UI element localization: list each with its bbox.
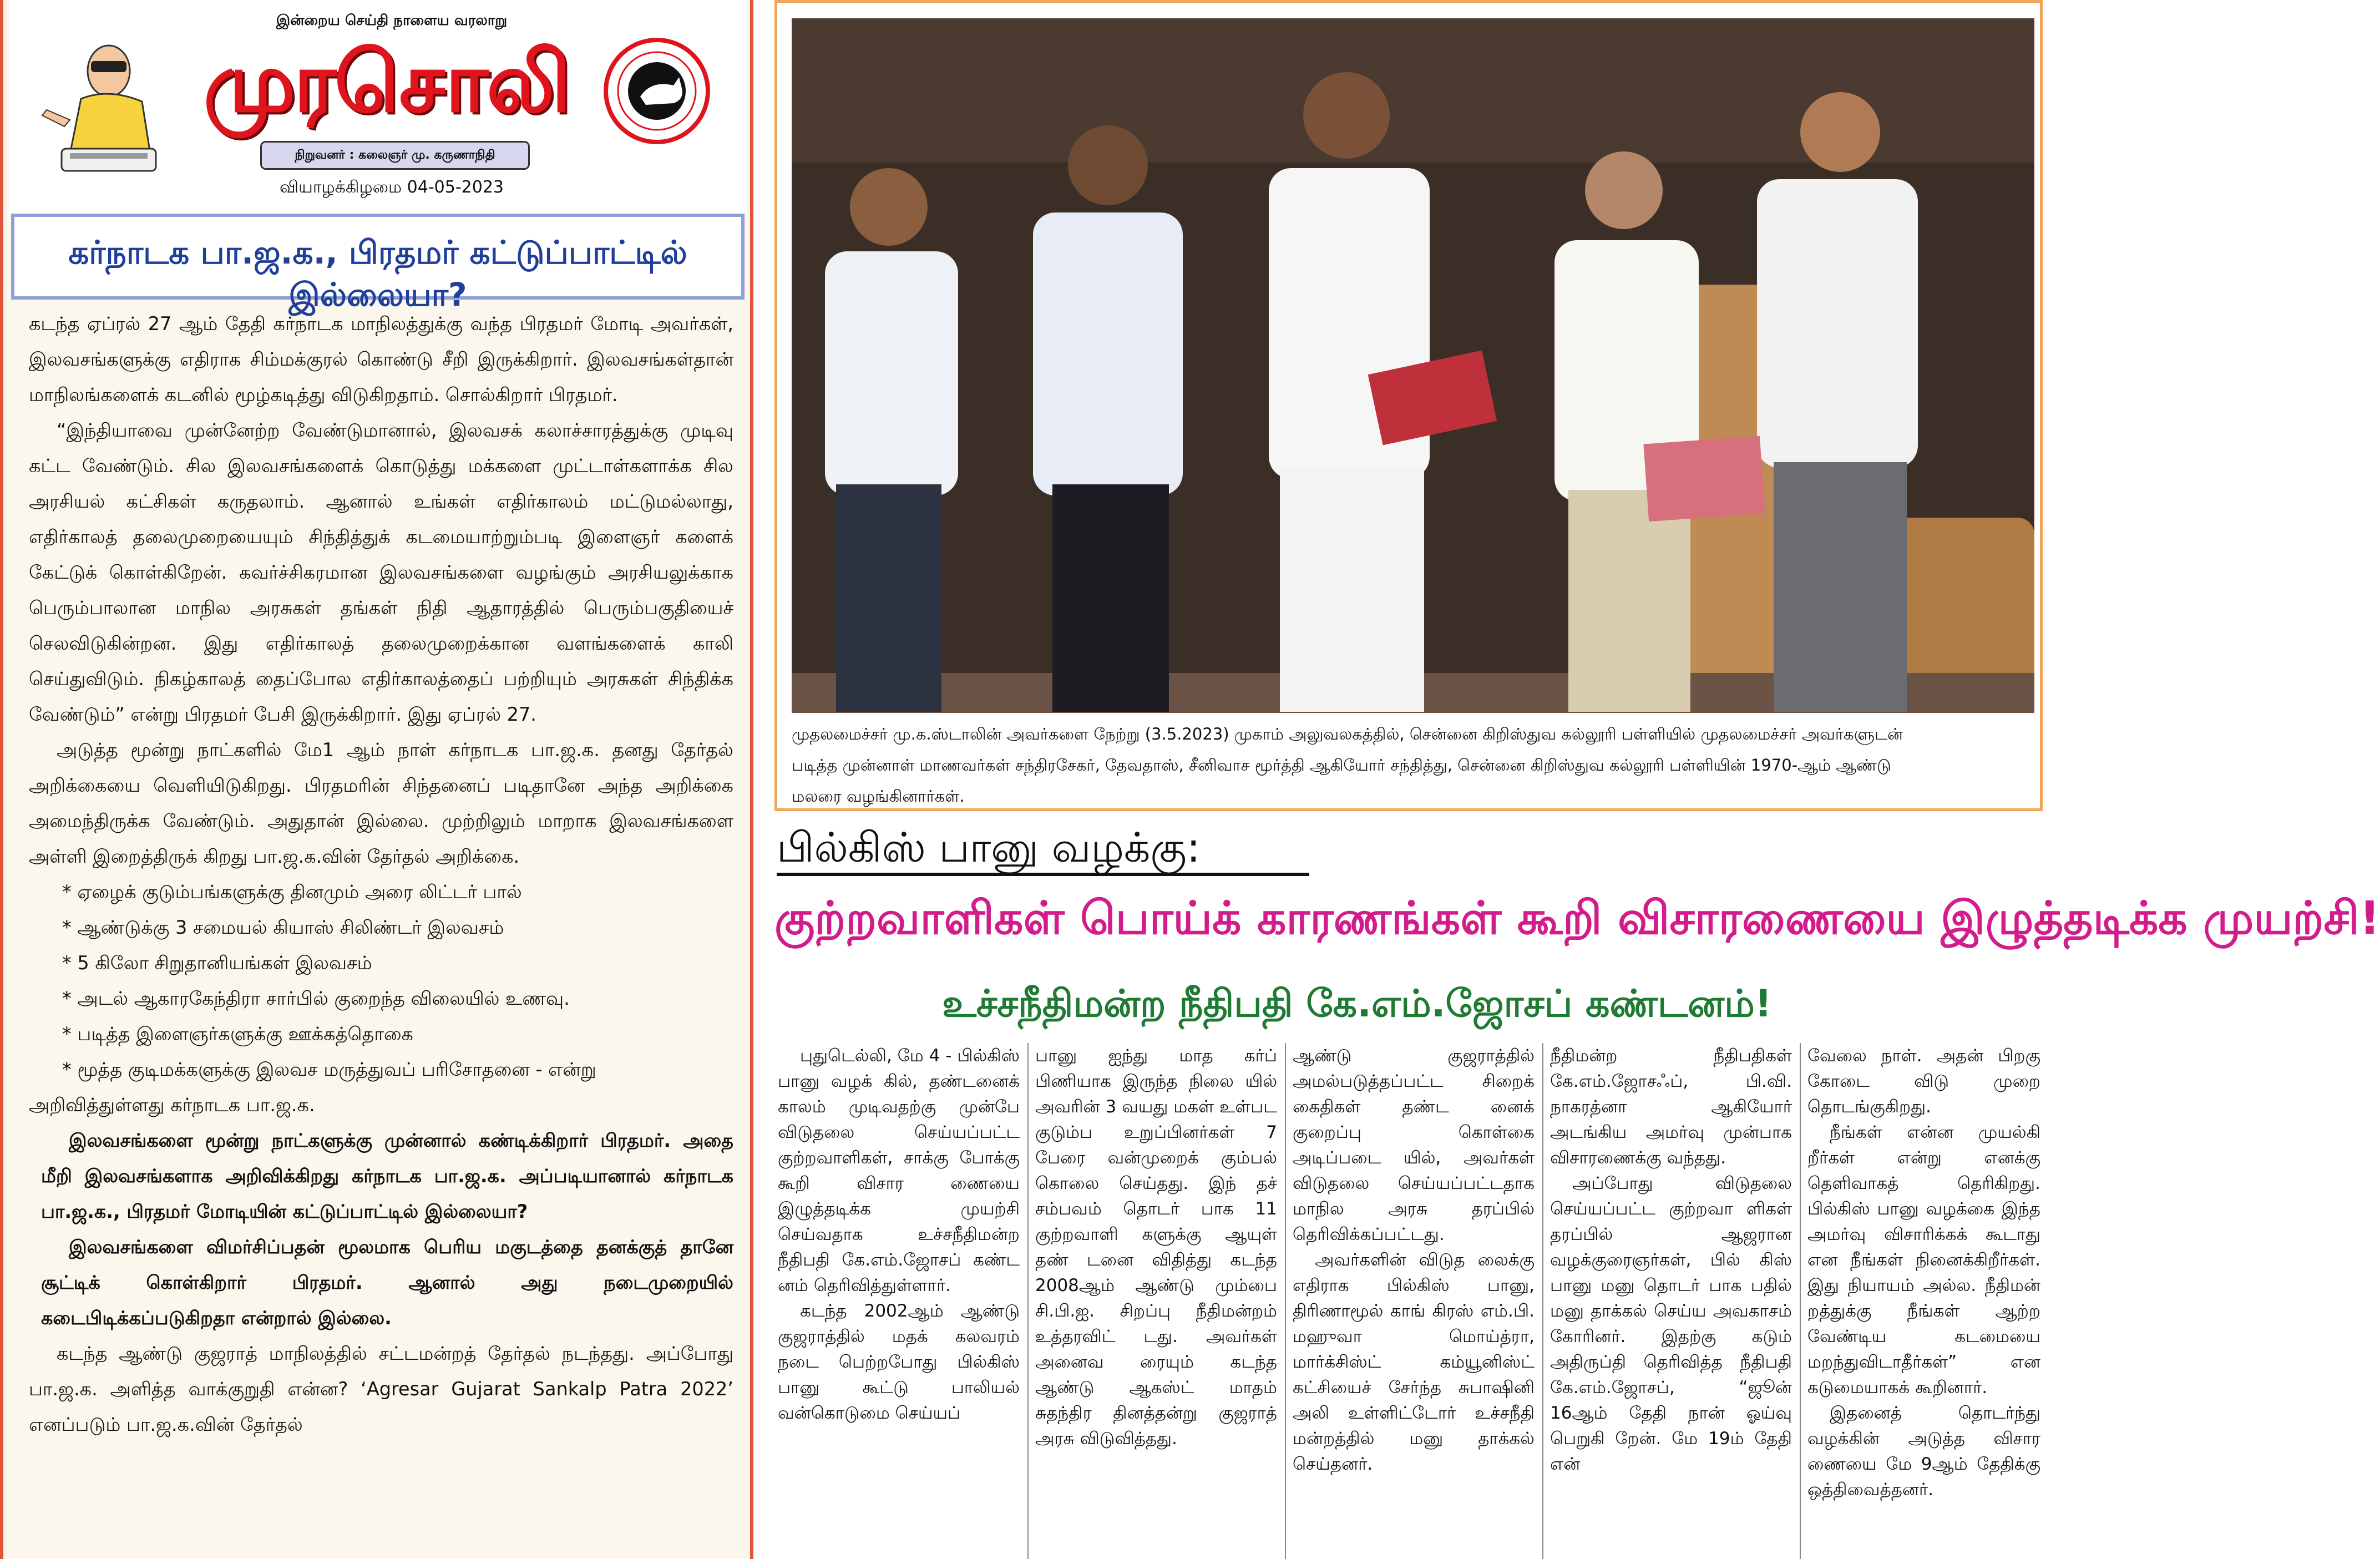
newspaper-logo: முரசொலி	[203, 33, 569, 131]
promise-bullet: * படித்த இளைஞர்களுக்கு ஊக்கத்தொகை	[62, 1023, 413, 1045]
column-paragraph: கடந்த 2002ஆம் ஆண்டு குஜராத்தில் மதக் கலவரம் நடை பெற்றபோது பில்கிஸ் பானு கூட்டு பாலியல் வன்கொடுமை செய்யப்	[778, 1301, 1020, 1423]
column-paragraph: அவர்களின் விடுத லைக்கு எதிராக பில்கிஸ் பானு, திரிணாமூல் காங் கிரஸ் எம்.பி. மஹுவா மொய்த்ரா, மார்க்சிஸ்ட் கம்யூனிஸ்ட் கட்சியைச் சேர்ந்த சுபாஷினி அலி உள்ளிட்டோர் உச்சநீதி மன்றத்தில் மனு தாக்கல் செய்தனர்.	[1293, 1250, 1535, 1474]
column-divider	[1285, 1043, 1286, 1559]
column-paragraph: பானு ஐந்து மாத கர்ப் பிணியாக இருந்த நிலை யில் அவரின் 3 வயது மகள் உள்பட குடும்ப உறுப்பினர்கள் 7 பேரை வன்முறைக் கும்பல் கொலை செய்தது. இந் தச் சம்பவம் தொடர் பாக 11 குற்றவாளி களுக்கு ஆயுள் தண் டனை விதித்து கடந்த 2008ஆம் ஆண்டு மும்பை சி.பி.ஐ. சிறப்பு நீதிமன்றம் உத்தரவிட் டது. அவர்கள் அனைவ ரையும் கடந்த ஆண்டு ஆகஸ்ட் மாதம் சுதந்திர தினத்தன்று குஜராத் அரசு விடுவித்தது.	[1035, 1046, 1277, 1449]
caption-line: படித்த முன்னாள் மாணவர்கள் சந்திரசேகர், தேவதாஸ், சீனிவாச மூர்த்தி ஆகியோர் சந்தித்து, சென்னை கிறிஸ்துவ கல்லூரி பள்ளியின் 1970-ஆம் ஆண்டு	[792, 756, 1891, 775]
article-column	[1035, 1043, 1277, 1451]
article-kicker: பில்கிஸ் பானு வழக்கு:	[777, 824, 1201, 872]
editorial-title: கர்நாடக பா.ஜ.க., பிரதமர் கட்டுப்பாட்டில் இல்லையா?	[68, 234, 687, 313]
editorial-bold-paragraph: இலவசங்களை விமர்சிப்பதன் மூலமாக பெரிய மகுடத்தை தனக்குத் தானே சூட்டிக் கொள்கிறார் பிரதமர். ஆனால் அது நடைமுறையில் கடைபிடிக்கப்படுகிறதா என்றால் இல்லை.	[41, 1236, 733, 1329]
founder-label: நிறுவனர் : கலைஞர் மு. கருணாநிதி	[260, 141, 530, 170]
editorial-panel	[0, 0, 753, 1559]
promise-bullet: * மூத்த குடிமக்களுக்கு இலவச மருத்துவப் பரிசோதனை - என்று	[62, 1059, 596, 1080]
editorial-paragraph: அறிவித்துள்ளது கர்நாடக பா.ஜ.க.	[29, 1094, 315, 1116]
column-divider	[1542, 1043, 1543, 1559]
kicker-underline	[777, 873, 1309, 876]
article-subhead: உச்சநீதிமன்ற நீதிபதி கே.எம்.ஜோசப் கண்டனம்!	[942, 982, 1772, 1026]
editorial-body	[29, 306, 733, 1442]
editorial-paragraph: கடந்த ஏப்ரல் 27 ஆம் தேதி கர்நாடக மாநிலத்துக்கு வந்த பிரதமர் மோடி அவர்கள், இலவசங்களுக்கு எதிராக சிம்மக்குரல் கொண்டு சீறி இருக்கிறார். இலவசங்கள்தான் மாநிலங்களைக் கடனில் மூழ்கடித்து விடுகிறதாம். சொல்கிறார் பிரதமர்.	[29, 313, 733, 406]
article-column	[1807, 1043, 2040, 1502]
editorial-paragraph: அடுத்த மூன்று நாட்களில் மே1 ஆம் நாள் கர்நாடக பா.ஜ.க. தனது தேர்தல் அறிக்கையை வெளியிடுகிறது. பிரதமரின் சிந்தனைப் படிதானே அந்த அறிக்கை அமைந்திருக்க வேண்டும். அதுதான் இல்லை. முற்றிலும் மாறாக இலவசங்களை அள்ளி இறைத்திருக் கிறது பா.ஜ.க.வின் தேர்தல் அறிக்கை.	[29, 739, 733, 867]
column-paragraph: வேலை நாள். அதன் பிறகு கோடை விடு முறை தொடங்குகிறது.	[1807, 1046, 2040, 1117]
article-headline: குற்றவாளிகள் பொய்க் காரணங்கள் கூறி விசாரணையை இழுத்தடிக்க முயற்சி!	[774, 892, 2380, 945]
column-paragraph: அப்போது விடுதலை செய்யப்பட்ட குற்றவா ளிகள் தரப்பில் ஆஜரான வழக்குரைஞர்கள், பில் கிஸ் பானு மனு தொடர் பாக பதில் மனு தாக்கல் செய்ய அவகாசம் கோரினர். இதற்கு கடும் அதிருப்தி தெரிவித்த நீதிபதி கே.எம்.ஜோசப், “ஜூன் 16ஆம் தேதி நான் ஓய்வு பெறுகி றேன். மே 19ம் தேதி என்	[1550, 1173, 1792, 1474]
cartoon-mascot-icon	[31, 21, 170, 182]
editorial-bold-paragraph: இலவசங்களை மூன்று நாட்களுக்கு முன்னால் கண்டிக்கிறார் பிரதமர். அதை மீறி இலவசங்களாக அறிவிக்கிறது கர்நாடக பா.ஜ.க. அப்படியானால் கர்நாடக பா.ஜ.க., பிரதமர் மோடியின் கட்டுப்பாட்டில் இல்லையா?	[41, 1130, 733, 1222]
emblem-seal-icon	[601, 36, 712, 146]
news-photo	[792, 18, 2034, 713]
promise-bullet: * அடல் ஆகாரகேந்திரா சார்பில் குறைந்த விலையில் உணவு.	[62, 988, 570, 1009]
column-paragraph: நீங்கள் என்ன முயல்கி றீர்கள் என்று எனக்கு தெளிவாகத் தெரிகிறது. பில்கிஸ் பானு வழக்கை இந்த அமர்வு விசாரிக்கக் கூடாது என நீங்கள் நினைக்கிறீர்கள். இது நியாயம் அல்ல. நீதிமன் றத்துக்கு நீங்கள் ஆற்ற வேண்டிய கடமையை மறந்துவிடாதீர்கள்” என கடுமையாகக் கூறினார்.	[1807, 1122, 2040, 1398]
article-column	[1293, 1043, 1535, 1477]
column-paragraph: இதனைத் தொடர்ந்து வழக்கின் அடுத்த விசார ணையை மே 9ஆம் தேதிக்கு ஒத்திவைத்தனர்.	[1807, 1403, 2040, 1500]
promise-bullet: * ஆண்டுக்கு 3 சமையல் கியாஸ் சிலிண்டர் இலவசம்	[62, 917, 504, 938]
editorial-paragraph: கடந்த ஆண்டு குஜராத் மாநிலத்தில் சட்டமன்றத் தேர்தல் நடந்தது. அப்போது பா.ஜ.க. அளித்த வாக்குறுதி என்ன? ‘Agresar Gujarat Sankalp Patra 2022’ எனப்படும் பா.ஜ.க.வின் தேர்தல்	[29, 1343, 733, 1435]
column-divider	[1800, 1043, 1801, 1559]
photo-caption	[792, 718, 2034, 812]
column-divider	[1027, 1043, 1029, 1559]
column-paragraph: ஆண்டு குஜராத்தில் அமல்படுத்தப்பட்ட சிறைக் கைதிகள் தண்ட னைக் குறைப்பு கொள்கை அடிப்படை யில், அவர்கள் விடுதலை செய்யப்பட்டதாக மாநில அரசு தரப்பில் தெரிவிக்கப்பட்டது.	[1293, 1046, 1535, 1244]
column-paragraph: புதுடெல்லி, மே 4 - பில்கிஸ் பானு வழக் கில், தண்டனைக் காலம் முடிவதற்கு முன்பே விடுதலை செய்யப்பட்ட குற்றவாளிகள், சாக்கு போக்கு கூறி விசார ணையை இழுத்தடிக்க முயற்சி செய்வதாக உச்சநீதிமன்ற நீதிபதி கே.எம்.ஜோசப் கண்ட னம் தெரிவித்துள்ளார்.	[778, 1046, 1020, 1295]
tagline: இன்றைய செய்தி நாளைய வரலாறு	[276, 12, 508, 29]
caption-line: மலரை வழங்கினார்கள்.	[792, 787, 965, 806]
masthead	[9, 0, 747, 214]
column-paragraph: நீதிமன்ற நீதிபதிகள் கே.எம்.ஜோசஃப், பி.வி. நாகரத்னா ஆகியோர் அடங்கிய அமர்வு முன்பாக விசாரணைக்கு வந்தது.	[1550, 1046, 1792, 1168]
article-column	[778, 1043, 1020, 1426]
caption-line: முதலமைச்சர் மு.க.ஸ்டாலின் அவர்களை நேற்று (3.5.2023) முகாம் அலுவலகத்தில், சென்னை கிறிஸ்துவ கல்லூரி பள்ளியில் முதலமைச்சர் அவர்களுடன்	[792, 725, 1903, 743]
promise-bullet: * ஏழைக் குடும்பங்களுக்கு தினமும் அரை லிட்டர் பால்	[62, 881, 522, 903]
article-column	[1550, 1043, 1792, 1477]
photo-section	[774, 0, 2043, 811]
editorial-paragraph: “இந்தியாவை முன்னேற்ற வேண்டுமானால், இலவசக் கலாச்சாரத்துக்கு முடிவு கட்ட வேண்டும். சில இலவசங்களைக் கொடுத்து மக்களை முட்டாள்களாக்க சில அரசியல் கட்சிகள் கருதலாம். ஆனால் உங்கள் எதிர்காலம் மட்டுமல்லாது, எதிர்காலத் தலைமுறையையும் சிந்தித்துக் கடமையாற்றும்படி இளைஞர் களைக் கேட்டுக் கொள்கிறேன். கவர்ச்சிகரமான இலவசங்களை வழங்கும் அரசியலுக்காக பெரும்பாலான மாநில அரசுகள் தங்கள் நிதி ஆதாரத்தில் பெரும்பகுதியைச் செலவிடுகின்றன. இது எதிர்காலத் தலைமுறைக்கான வளங்களைக் காலி செய்துவிடும். நிகழ்காலத் தைப்போல எதிர்காலத்தைப் பற்றியும் அரசுகள் சிந்திக்க வேண்டும்” என்று பிரதமர் பேசி இருக்கிறார். இது ஏப்ரல் 27.	[29, 419, 733, 725]
editorial-title-box	[11, 214, 745, 313]
issue-date: வியாழக்கிழமை 04-05-2023	[280, 178, 504, 197]
promise-bullet: * 5 கிலோ சிறுதானியங்கள் இலவசம்	[62, 952, 372, 974]
